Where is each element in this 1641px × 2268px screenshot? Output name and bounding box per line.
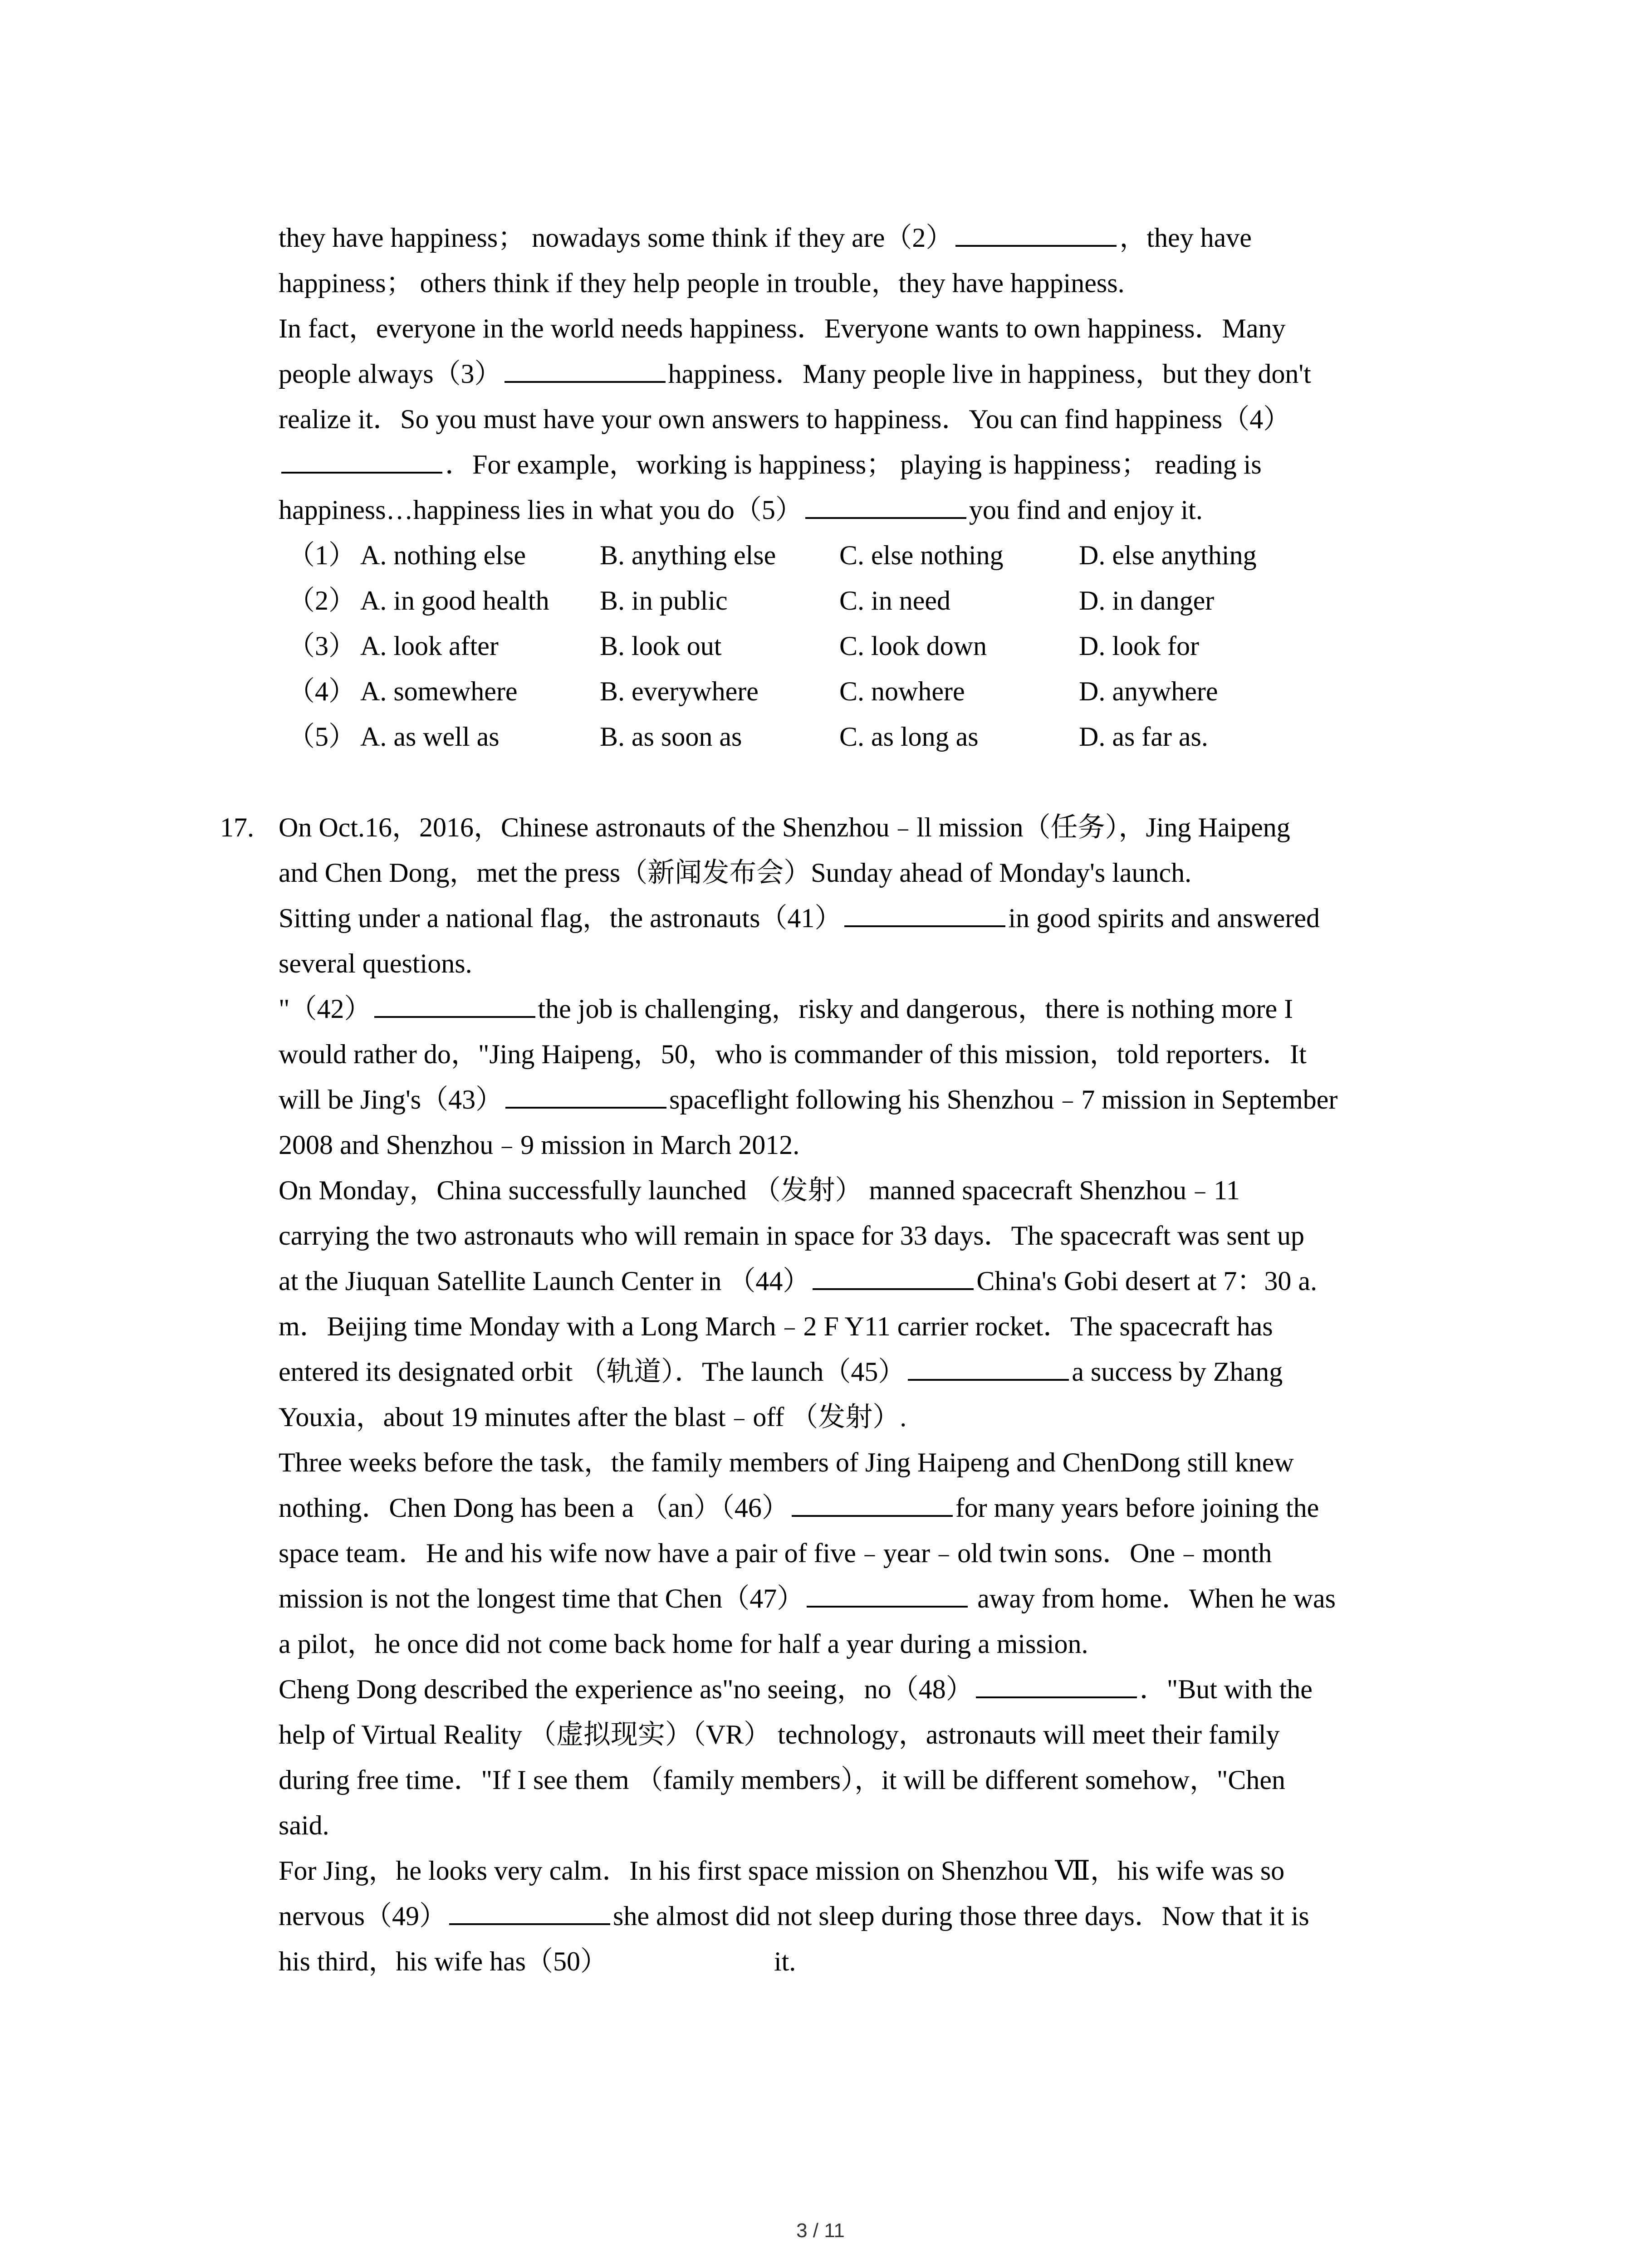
text-line (279, 1485, 1468, 1530)
option-d[interactable]: D. else anything (1079, 540, 1257, 570)
text-line (279, 1757, 1468, 1803)
text-segment: happiness…happiness lies in what you do（5） (279, 495, 803, 525)
option-a[interactable]: A. somewhere (360, 676, 518, 706)
text-segment: his third，his wife has（50） (279, 1946, 607, 1976)
option-b[interactable]: B. everywhere (600, 676, 759, 706)
answer-blank[interactable] (449, 1893, 610, 1925)
question-first-line: On Oct.16，2016，Chinese astronauts of the Shenzhou﹣ll mission（任务），Jing Haipeng (279, 812, 1290, 842)
text-segment: m．Beijing time Monday with a Long March﹣2 F Y11 carrier rocket．The spacecraft has (279, 1311, 1273, 1341)
text-line (279, 1848, 1468, 1893)
text-segment: Three weeks before the task，the family members of Jing Haipeng and ChenDong still knew (279, 1447, 1294, 1477)
text-segment: at the Jiuquan Satellite Launch Center in （44） (279, 1266, 810, 1296)
text-line (279, 1168, 1468, 1213)
option-b[interactable]: B. look out (600, 631, 722, 661)
text-line (279, 1939, 1468, 1984)
option-number: （3） (288, 631, 356, 661)
text-segment: For Jing，he looks very calm．In his first space mission on Shenzhou Ⅶ，his wife was so (279, 1856, 1285, 1886)
text-segment: a success by Zhang (1072, 1357, 1283, 1387)
option-number: （2） (288, 586, 356, 616)
option-c[interactable]: C. as long as (839, 722, 979, 752)
text-line (279, 1667, 1468, 1712)
text-segment: people always（3） (279, 359, 502, 389)
answer-blank[interactable] (844, 895, 1005, 927)
text-line (279, 1440, 1468, 1485)
text-segment: "（42） (279, 994, 372, 1024)
option-d[interactable]: D. look for (1079, 631, 1199, 661)
text-segment: happiness．Many people live in happiness，but they don't (668, 359, 1311, 389)
text-segment: Sitting under a national flag，the astronauts（41） (279, 903, 842, 933)
option-number: （4） (288, 676, 356, 706)
answer-blank[interactable] (813, 1258, 974, 1290)
text-line (279, 1576, 1468, 1621)
text-segment: will be Jing's（43） (279, 1085, 503, 1114)
answer-blank[interactable] (374, 986, 535, 1018)
text-line (279, 1258, 1468, 1304)
text-line (279, 306, 1449, 351)
text-segment: during free time．"If I see them （family members），it will be different somehow，"Chen (279, 1765, 1285, 1795)
option-d[interactable]: D. anywhere (1079, 676, 1218, 706)
answer-blank[interactable] (807, 1576, 968, 1608)
option-d[interactable]: D. as far as. (1079, 722, 1208, 752)
text-segment: ．For example，working is happiness； playing is happiness； reading is (445, 450, 1262, 479)
text-line (279, 895, 1468, 941)
text-line (279, 396, 1449, 442)
text-segment: carrying the two astronauts who will remain in space for 33 days．The spacecraft was sent up (279, 1221, 1304, 1251)
text-segment: she almost did not sleep during those three days．Now that it is (612, 1901, 1309, 1931)
text-line (279, 1803, 1468, 1848)
text-segment: in good spirits and answered (1008, 903, 1320, 933)
answer-blank[interactable] (610, 1939, 771, 1970)
text-segment: realize it．So you must have your own answers to happiness．You can find happiness（4） (279, 404, 1291, 434)
text-segment: you find and enjoy it. (969, 495, 1203, 525)
passage-16-text (279, 215, 1449, 533)
passage-16-section (279, 215, 1449, 759)
text-line (279, 1031, 1468, 1077)
question-17 (220, 805, 1468, 1984)
option-a[interactable]: A. in good health (360, 586, 549, 616)
text-segment: it. (774, 1946, 796, 1976)
text-line (279, 442, 1449, 487)
text-segment: space team．He and his wife now have a pair of five﹣year﹣old twin sons．One﹣month (279, 1538, 1272, 1568)
text-segment: and Chen Dong，met the press（新闻发布会）Sunday ahead of Monday's launch. (279, 858, 1192, 888)
text-segment: nervous（49） (279, 1901, 446, 1931)
option-b[interactable]: B. in public (600, 586, 728, 616)
text-segment: said. (279, 1810, 329, 1840)
option-c[interactable]: C. look down (839, 631, 987, 661)
passage-16-options (279, 533, 1449, 759)
answer-blank[interactable] (505, 351, 666, 383)
text-segment: mission is not the longest time that Chen（47） (279, 1584, 804, 1613)
text-line (279, 1893, 1468, 1939)
option-a[interactable]: A. as well as (360, 722, 500, 752)
text-line (279, 1122, 1468, 1168)
text-segment: ，they have (1119, 223, 1252, 253)
text-segment: several questions. (279, 948, 472, 978)
text-line (279, 215, 1449, 260)
text-line (279, 1349, 1468, 1394)
text-segment: China's Gobi desert at 7：30 a. (976, 1266, 1318, 1296)
answer-blank[interactable] (792, 1485, 953, 1517)
text-segment: On Monday，China successfully launched （发射） manned spacecraft Shenzhou﹣11 (279, 1175, 1240, 1205)
text-line (279, 1621, 1468, 1667)
text-line (279, 941, 1468, 986)
option-a[interactable]: A. look after (360, 631, 499, 661)
option-b[interactable]: B. as soon as (600, 722, 742, 752)
text-segment: In fact，everyone in the world needs happiness．Everyone wants to own happiness．Many (279, 313, 1286, 343)
option-d[interactable]: D. in danger (1079, 586, 1215, 616)
text-segment: help of Virtual Reality （虚拟现实）（VR） technology，astronauts will meet their family (279, 1720, 1280, 1750)
text-line (279, 1394, 1468, 1440)
option-c[interactable]: C. else nothing (839, 540, 1004, 570)
text-segment: for many years before joining the (955, 1493, 1319, 1523)
text-segment: would rather do，"Jing Haipeng，50，who is commander of this mission，told reporters．It (279, 1039, 1307, 1069)
option-row (279, 623, 1449, 669)
option-c[interactable]: C. nowhere (839, 676, 965, 706)
answer-blank[interactable] (976, 1667, 1137, 1698)
text-segment: 2008 and Shenzhou﹣9 mission in March 2012. (279, 1130, 800, 1160)
page-number: 3 / 11 (796, 2219, 845, 2242)
text-segment: spaceflight following his Shenzhou﹣7 mission in September (669, 1085, 1338, 1114)
option-row (279, 578, 1449, 623)
answer-blank[interactable] (281, 442, 442, 474)
text-line (279, 351, 1449, 396)
text-segment: away from home．When he was (970, 1584, 1336, 1613)
text-line (279, 487, 1449, 533)
text-line (279, 1077, 1468, 1122)
text-segment: happiness； others think if they help people in trouble，they have happiness. (279, 268, 1125, 298)
text-segment: Cheng Dong described the experience as"no seeing，no（48） (279, 1674, 973, 1704)
text-line (279, 850, 1468, 895)
text-line (279, 1530, 1468, 1576)
text-line (279, 1304, 1468, 1349)
option-b[interactable]: B. anything else (600, 540, 776, 570)
option-a[interactable]: A. nothing else (360, 540, 526, 570)
answer-blank[interactable] (805, 487, 966, 519)
option-number: （5） (288, 722, 356, 752)
text-segment: they have happiness； nowadays some think if they are（2） (279, 223, 953, 253)
text-segment: nothing．Chen Dong has been a （an）（46） (279, 1493, 789, 1523)
option-number: （1） (288, 540, 356, 570)
option-row (279, 669, 1449, 714)
answer-blank[interactable] (505, 1077, 666, 1109)
text-segment: a pilot，he once did not come back home for half a year during a mission. (279, 1629, 1088, 1659)
text-segment: Youxia，about 19 minutes after the blast﹣off （发射）. (279, 1402, 907, 1432)
question-number: 17. (220, 812, 254, 842)
text-segment: entered its designated orbit （轨道）．The launch（45） (279, 1357, 906, 1387)
text-line (279, 1712, 1468, 1757)
answer-blank[interactable] (908, 1349, 1069, 1381)
answer-blank[interactable] (955, 215, 1117, 247)
option-c[interactable]: C. in need (839, 586, 950, 616)
option-row (279, 533, 1449, 578)
text-segment: ．"But with the (1139, 1674, 1313, 1704)
text-line (279, 1213, 1468, 1258)
question-17-text (279, 850, 1468, 1984)
text-line (279, 986, 1468, 1031)
text-segment: the job is challenging，risky and dangerous，there is nothing more I (538, 994, 1293, 1024)
option-row (279, 714, 1449, 759)
text-line (279, 260, 1449, 306)
